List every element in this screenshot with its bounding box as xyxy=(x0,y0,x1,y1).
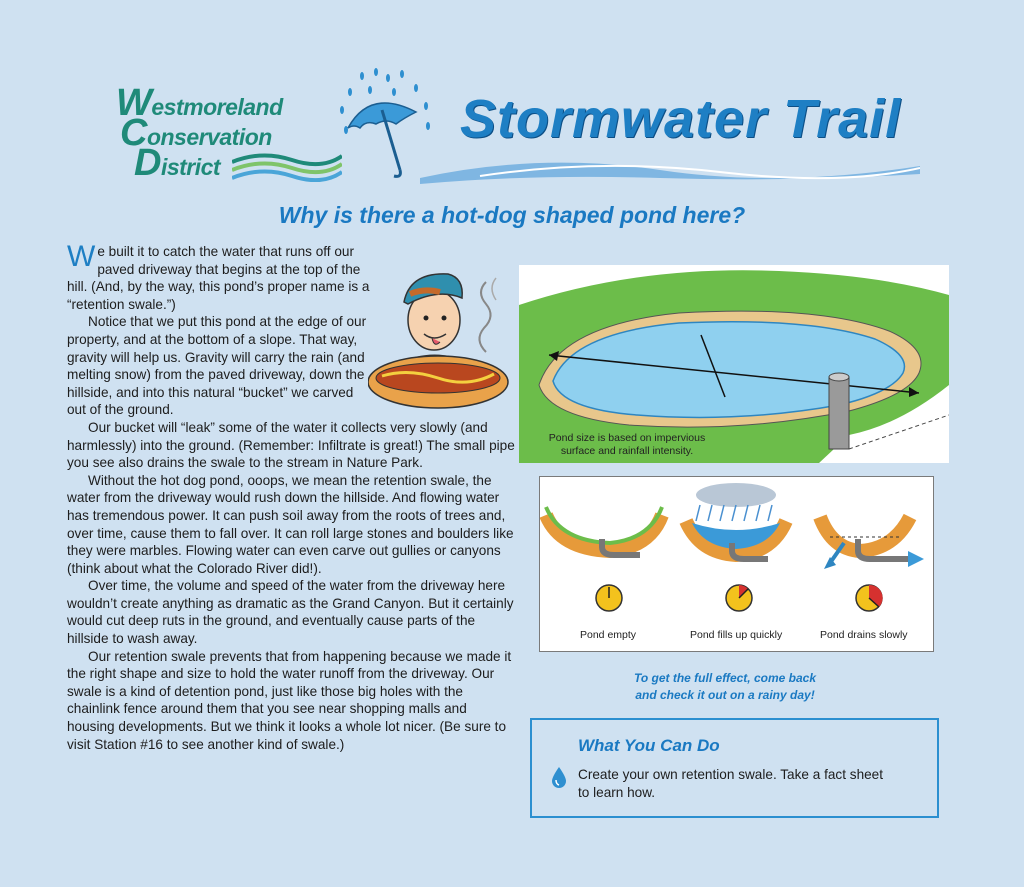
stage-empty-illustration xyxy=(546,507,662,555)
what-you-can-do-title: What You Can Do xyxy=(578,736,720,755)
paragraph-2: Notice that we put this pond at the edge of our property, and at the bottom of a slope. That way, gravity will help us. Gravity will carry the rain (and melting snow) from the paved driveway, down the hillside, and into this natural “bucket” we carved out of the ground. xyxy=(67,314,367,418)
logo-line-1: Westmoreland xyxy=(116,82,283,124)
logo-line-2: Conservation xyxy=(120,112,272,154)
district-logo xyxy=(112,82,342,182)
pond-stages-diagram xyxy=(539,476,934,652)
pond-caption-line-2: surface and rainfall intensity. xyxy=(560,445,694,457)
rainy-note-line-2: and check it out on a rainy day! xyxy=(635,688,815,702)
pond-caption-line-1: Pond size is based on impervious xyxy=(548,432,706,444)
rainy-note-line-1: To get the full effect, come back xyxy=(633,671,817,685)
page-title: Stormwater Trail xyxy=(460,89,902,149)
headline: Why is there a hot-dog shaped pond here? xyxy=(278,202,746,228)
paragraph-4: Without the hot dog pond, ooops, we mean the retention swale, the water from the driveway would rush down the hillside. And flowing water has tremendous power. It can push soil away from the roots of trees and, over time, cause them to fall over. It can roll large stones and boulders like they were marbles. Flowing water can even carve out gullies or canyons (think about what the Colorado River did!). xyxy=(67,472,514,576)
water-drop-icon xyxy=(551,766,567,788)
paragraph-6: Our retention swale prevents that from happening because we made it the right shape and size to hold the water runoff from the driveway. Our swale is a kind of detention pond, just like those big holes with the chainlink fence around them that you see near shopping malls and housing developments. But we think it looks a whole lot nicer. (Be sure to visit Station #16 to see another kind of swale.) xyxy=(67,648,512,752)
stage-label-fills: Pond fills up quickly xyxy=(690,629,783,641)
stage-draining-illustration xyxy=(820,517,924,569)
paragraph-5: Over time, the volume and speed of the water from the driveway here wouldn’t create anything as dramatic as the Grand Canyon. But it certainly would cut deep ruts in the ground, and eventually cause parts of the hillside to wash away. xyxy=(67,578,514,647)
what-you-can-do-text: Create your own retention swale. Take a fact sheet to learn how. xyxy=(578,767,884,800)
paragraph-3: Our bucket will “leak” some of the water it collects very slowly (and harmlessly) into the ground. (Remember: Infiltrate is great!) The small pipe you see also drains the swale to the stream in Nature Park. xyxy=(67,419,515,471)
timer-icon-fills xyxy=(724,583,754,613)
drop-cap: W xyxy=(67,240,96,273)
timer-icon-empty xyxy=(594,583,624,613)
timer-icon-drains xyxy=(854,583,884,613)
logo-wave-icon xyxy=(232,148,342,182)
stage-label-drains: Pond drains slowly xyxy=(820,629,908,641)
pond-caption xyxy=(532,432,722,458)
rainy-day-note xyxy=(560,670,890,704)
title-wave-icon xyxy=(420,148,920,188)
article-body xyxy=(67,240,517,753)
logo-line-3: District xyxy=(134,142,221,184)
stage-filling-illustration xyxy=(686,483,786,559)
stage-label-empty: Pond empty xyxy=(580,629,637,641)
paragraph-1: We built it to catch the water that runs off our paved driveway that begins at the top of the hill. (And, by the way, this pond’s proper name is a “retention swale.”) xyxy=(67,240,370,312)
